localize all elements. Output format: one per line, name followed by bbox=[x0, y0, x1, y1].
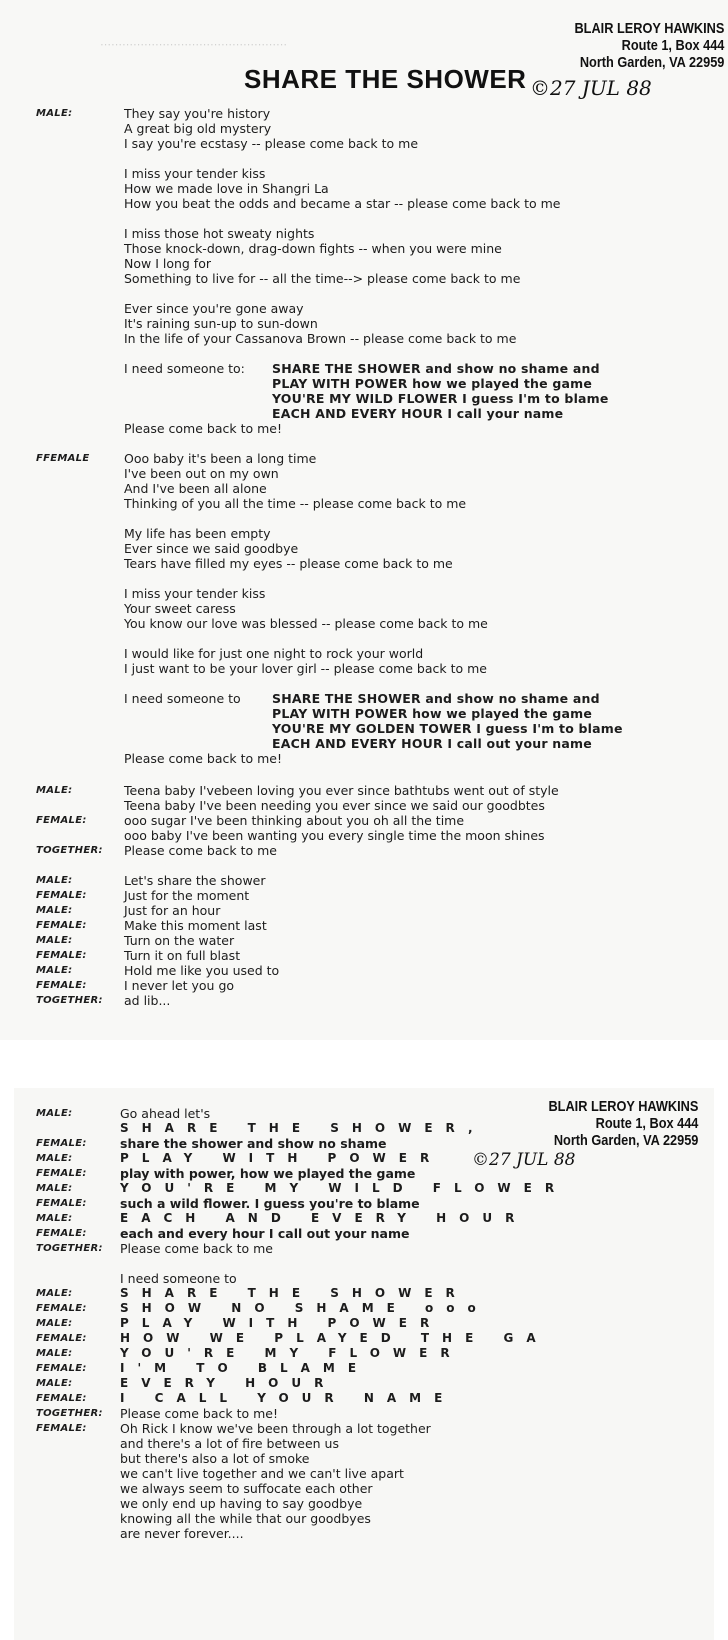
speaker-label: FEMALE: bbox=[36, 1393, 87, 1404]
lyric-line: Now I long for bbox=[124, 256, 211, 271]
chorus-line: PLAY WITH POWER how we played the game bbox=[272, 376, 593, 391]
lyric-line: Tears have filled my eyes -- please come back to me bbox=[124, 556, 453, 571]
copyright-date-stamp: ©27 JUL 88 bbox=[530, 76, 652, 100]
lyric-line: Go ahead let's bbox=[120, 1106, 211, 1121]
speaker-label: FEMALE: bbox=[36, 920, 87, 931]
lyric-line: How we made love in Shangri La bbox=[124, 181, 329, 196]
chorus-line: EACH AND EVERY HOUR I call out your name bbox=[272, 736, 592, 751]
lyric-line: I just want to be your lover girl -- please come back to me bbox=[124, 661, 487, 676]
chorus-lead: I need someone to: bbox=[124, 361, 245, 376]
lyric-line: such a wild flower. I guess you're to blame bbox=[120, 1196, 420, 1211]
dialog-line: Teena baby I'vebeen loving you ever since bathtubs went out of style bbox=[124, 783, 559, 798]
lyric-line: My life has been empty bbox=[124, 526, 271, 541]
dialog-line: ooo sugar I've been thinking about you oh all the time bbox=[124, 813, 465, 828]
dialog-line: Hold me like you used to bbox=[124, 963, 280, 978]
chorus-line: SHARE THE SHOWER and show no shame and bbox=[272, 361, 600, 376]
page-gap bbox=[0, 1040, 728, 1088]
lyric-line: Please come back to me bbox=[120, 1241, 273, 1256]
speaker-label: FEMALE: bbox=[36, 980, 87, 991]
lyric-line: we can't live together and we can't live apart bbox=[120, 1466, 404, 1481]
author-name: BLAIR LEROY HAWKINS bbox=[574, 20, 724, 37]
lyric-line: A great big old mystery bbox=[124, 121, 272, 136]
lyric-line: I've been out on my own bbox=[124, 466, 279, 481]
author-header bbox=[574, 20, 724, 71]
speaker-label: FEMALE: bbox=[36, 1138, 87, 1149]
song-title: SHARE THE SHOWER bbox=[244, 64, 527, 94]
dialog-line: ooo baby I've been wanting you every single time the moon shines bbox=[124, 828, 545, 843]
lyric-line: Ever since we said goodbye bbox=[124, 541, 299, 556]
chorus-tag: Please come back to me! bbox=[124, 751, 282, 766]
speaker-label: MALE: bbox=[36, 1348, 73, 1359]
shouted-lyric-line: EVERY HOUR bbox=[120, 1376, 337, 1390]
speaker-label: MALE: bbox=[36, 108, 73, 119]
speaker-label: FEMALE: bbox=[36, 950, 87, 961]
lyric-line: we always seem to suffocate each other bbox=[120, 1481, 373, 1496]
speaker-label: FEMALE: bbox=[36, 890, 87, 901]
lyric-line: I miss your tender kiss bbox=[124, 586, 266, 601]
dialog-line: Let's share the shower bbox=[124, 873, 266, 888]
lyric-line: Ever since you're gone away bbox=[124, 301, 304, 316]
speaker-label: TOGETHER: bbox=[36, 1408, 103, 1419]
lyric-line: are never forever.... bbox=[120, 1526, 244, 1541]
shouted-lyric-line: YOU'RE MY FLOWER bbox=[120, 1346, 463, 1360]
lyric-line: play with power, how we played the game bbox=[120, 1166, 416, 1181]
speaker-label: FEMALE: bbox=[36, 815, 87, 826]
speaker-label: MALE: bbox=[36, 1318, 73, 1329]
author-name: BLAIR LEROY HAWKINS bbox=[548, 1098, 698, 1115]
shouted-lyric-line: SHOW NO SHAME ooo bbox=[120, 1301, 489, 1315]
lyric-line: Oh Rick I know we've been through a lot together bbox=[120, 1421, 431, 1436]
lyric-line: In the life of your Cassanova Brown -- please come back to me bbox=[124, 331, 517, 346]
speaker-label: MALE: bbox=[36, 935, 73, 946]
lyric-line: but there's also a lot of smoke bbox=[120, 1451, 310, 1466]
speaker-label: MALE: bbox=[36, 785, 73, 796]
chorus-line: EACH AND EVERY HOUR I call your name bbox=[272, 406, 564, 421]
bleed-through-text: ⋯⋯⋯⋯⋯⋯⋯⋯⋯⋯⋯⋯⋯⋯⋯⋯⋯ bbox=[100, 38, 287, 51]
lyric-line: I need someone to bbox=[120, 1271, 237, 1286]
lyric-line: Those knock-down, drag-down fights -- when you were mine bbox=[124, 241, 502, 256]
lyric-line: I say you're ecstasy -- please come back to me bbox=[124, 136, 419, 151]
chorus-line: YOU'RE MY WILD FLOWER I guess I'm to blame bbox=[272, 391, 609, 406]
speaker-label: MALE: bbox=[36, 875, 73, 886]
speaker-label: MALE: bbox=[36, 1213, 73, 1224]
speaker-label: FFEMALE bbox=[36, 453, 90, 464]
speaker-label: TOGETHER: bbox=[36, 845, 103, 856]
chorus-lead: I need someone to bbox=[124, 691, 241, 706]
dialog-line: Teena baby I've been needing you ever since we said our goodbtes bbox=[124, 798, 545, 813]
shouted-lyric-line: EACH AND EVERY HOUR bbox=[120, 1211, 528, 1225]
lyric-line: Thinking of you all the time -- please come back to me bbox=[124, 496, 467, 511]
dialog-line: Turn it on full blast bbox=[124, 948, 241, 963]
shouted-lyric-line: PLAY WITH POWER bbox=[120, 1316, 443, 1330]
dialog-line: Just for an hour bbox=[124, 903, 221, 918]
lyric-line: Something to live for -- all the time--> please come back to me bbox=[124, 271, 521, 286]
chorus-tag: Please come back to me! bbox=[124, 421, 282, 436]
lyric-line: and there's a lot of fire between us bbox=[120, 1436, 339, 1451]
dialog-line: Please come back to me bbox=[124, 843, 277, 858]
speaker-label: FEMALE: bbox=[36, 1423, 87, 1434]
lyric-line: Your sweet caress bbox=[124, 601, 236, 616]
lyric-line: It's raining sun-up to sun-down bbox=[124, 316, 318, 331]
speaker-label: FEMALE: bbox=[36, 1333, 87, 1344]
lyric-line: each and every hour I call out your name bbox=[120, 1226, 410, 1241]
lyric-line: You know our love was blessed -- please come back to me bbox=[124, 616, 488, 631]
speaker-label: FEMALE: bbox=[36, 1198, 87, 1209]
lyric-line: I miss your tender kiss bbox=[124, 166, 266, 181]
shouted-lyric-line: PLAY WITH POWER bbox=[120, 1151, 443, 1165]
chorus-line: SHARE THE SHOWER and show no shame and bbox=[272, 691, 600, 706]
speaker-label: TOGETHER: bbox=[36, 995, 103, 1006]
speaker-label: MALE: bbox=[36, 1378, 73, 1389]
shouted-lyric-line: SHARE THE SHOWER, bbox=[120, 1121, 486, 1135]
lyrics-page-2 bbox=[14, 1088, 714, 1640]
speaker-label: TOGETHER: bbox=[36, 1243, 103, 1254]
author-address-line1: Route 1, Box 444 bbox=[621, 37, 724, 54]
lyric-line: Please come back to me! bbox=[120, 1406, 278, 1421]
speaker-label: MALE: bbox=[36, 1108, 73, 1119]
speaker-label: FEMALE: bbox=[36, 1168, 87, 1179]
shouted-lyric-line: HOW WE PLAYED THE GA bbox=[120, 1331, 549, 1345]
lyric-line: I miss those hot sweaty nights bbox=[124, 226, 315, 241]
author-address-line1: Route 1, Box 444 bbox=[595, 1115, 698, 1132]
dialog-line: ad lib... bbox=[124, 993, 171, 1008]
lyric-line: we only end up having to say goodbye bbox=[120, 1496, 363, 1511]
speaker-label: MALE: bbox=[36, 1288, 73, 1299]
speaker-label: MALE: bbox=[36, 1183, 73, 1194]
shouted-lyric-line: I'M TO BLAME bbox=[120, 1361, 370, 1375]
speaker-label: FEMALE: bbox=[36, 1363, 87, 1374]
dialog-line: I never let you go bbox=[124, 978, 235, 993]
speaker-label: MALE: bbox=[36, 1153, 73, 1164]
speaker-label: FEMALE: bbox=[36, 1228, 87, 1239]
author-address-line2: North Garden, VA 22959 bbox=[579, 54, 724, 71]
lyric-line: They say you're history bbox=[124, 106, 271, 121]
lyric-line: knowing all the while that our goodbyes bbox=[120, 1511, 371, 1526]
author-header bbox=[548, 1098, 698, 1149]
shouted-lyric-line: I CALL YOUR NAME bbox=[120, 1391, 456, 1405]
dialog-line: Make this moment last bbox=[124, 918, 267, 933]
speaker-label: FEMALE: bbox=[36, 1303, 87, 1314]
chorus-line: YOU'RE MY GOLDEN TOWER I guess I'm to blame bbox=[272, 721, 623, 736]
speaker-label: MALE: bbox=[36, 965, 73, 976]
shouted-lyric-line: SHARE THE SHOWER bbox=[120, 1286, 468, 1300]
author-address-line2: North Garden, VA 22959 bbox=[553, 1132, 698, 1149]
lyric-line: I would like for just one night to rock your world bbox=[124, 646, 424, 661]
lyric-line: And I've been all alone bbox=[124, 481, 267, 496]
shouted-lyric-line: YOU'RE MY WILD FLOWER bbox=[120, 1181, 568, 1195]
chorus-line: PLAY WITH POWER how we played the game bbox=[272, 706, 593, 721]
lyric-line: share the shower and show no shame bbox=[120, 1136, 387, 1151]
speaker-label: MALE: bbox=[36, 905, 73, 916]
dialog-line: Turn on the water bbox=[124, 933, 235, 948]
lyric-line: How you beat the odds and became a star -- please come back to me bbox=[124, 196, 561, 211]
dialog-line: Just for the moment bbox=[124, 888, 250, 903]
copyright-date-stamp: ©27 JUL 88 bbox=[472, 1150, 576, 1170]
lyric-line: Ooo baby it's been a long time bbox=[124, 451, 317, 466]
